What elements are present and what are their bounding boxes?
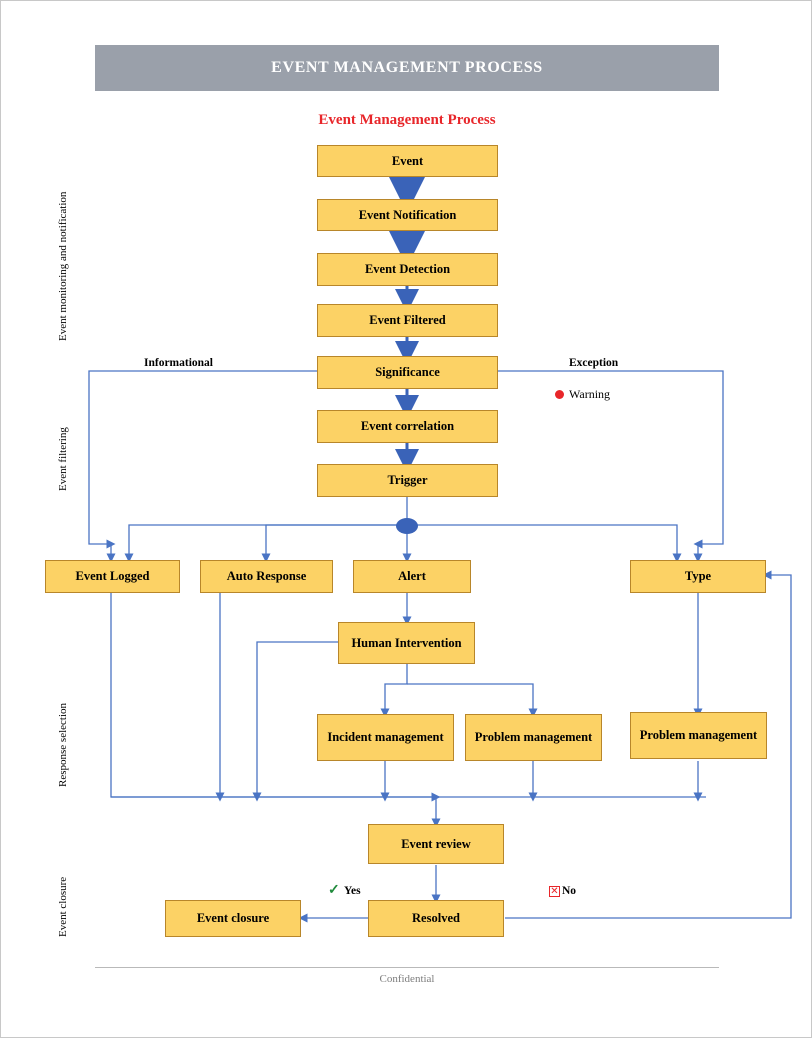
node-problem-management-1-label: Problem management xyxy=(474,730,593,745)
node-event-review-label: Event review xyxy=(401,836,471,851)
node-event-logged[interactable] xyxy=(45,560,180,593)
node-event-closure[interactable] xyxy=(165,900,301,937)
diagram-title: Event Management Process xyxy=(318,112,496,128)
node-significance[interactable] xyxy=(317,356,498,389)
node-auto-response[interactable] xyxy=(200,560,333,593)
edge-label-informational: Informational xyxy=(144,357,213,369)
node-human-intervention[interactable] xyxy=(338,622,475,664)
node-event-detection[interactable] xyxy=(317,253,498,286)
swimlane-label-event-monitoring: Event monitoring and notification xyxy=(57,191,69,341)
node-alert-label: Alert xyxy=(398,569,426,584)
node-problem-management-1[interactable] xyxy=(465,714,602,761)
node-significance-label: Significance xyxy=(375,365,440,380)
node-event-logged-label: Event Logged xyxy=(75,569,150,584)
node-human-intervention-label: Human Intervention xyxy=(351,635,462,650)
node-event-correlation-label: Event correlation xyxy=(360,419,455,434)
swimlane-label-event-filtering: Event filtering xyxy=(57,427,69,491)
node-event-notification-label: Event Notification xyxy=(358,207,457,222)
flow-junction xyxy=(396,518,418,534)
node-event-filtered-label: Event Filtered xyxy=(369,313,446,328)
header-band xyxy=(95,45,719,91)
header-band-title: EVENT MANAGEMENT PROCESS xyxy=(271,59,543,76)
footer-divider xyxy=(95,967,719,968)
node-auto-response-label: Auto Response xyxy=(226,569,307,584)
node-event-review[interactable] xyxy=(368,824,504,864)
node-problem-management-2-label: Problem management xyxy=(639,728,758,743)
edge-label-yes: Yes xyxy=(344,885,361,897)
legend-label-warning: Warning xyxy=(569,387,611,401)
node-type-label: Type xyxy=(684,569,712,584)
node-alert[interactable] xyxy=(353,560,471,593)
node-resolved[interactable] xyxy=(368,900,504,937)
node-event-filtered[interactable] xyxy=(317,304,498,337)
node-incident-management[interactable] xyxy=(317,714,454,761)
x-box-icon: ✕ xyxy=(550,886,559,897)
node-problem-management-2[interactable] xyxy=(630,712,767,759)
edge-label-exception: Exception xyxy=(569,357,619,369)
node-event-label: Event xyxy=(391,153,424,168)
footer-text: Confidential xyxy=(379,973,435,985)
node-event-detection-label: Event Detection xyxy=(364,262,451,277)
edge-label-no: No xyxy=(562,885,577,897)
node-trigger[interactable] xyxy=(317,464,498,497)
node-event-notification[interactable] xyxy=(317,199,498,231)
node-event-correlation[interactable] xyxy=(317,410,498,443)
swimlane-label-response-selection: Response selection xyxy=(57,702,69,787)
warning-dot-icon xyxy=(555,390,564,399)
node-type[interactable] xyxy=(630,560,766,593)
node-event-closure-label: Event closure xyxy=(196,911,270,926)
node-resolved-label: Resolved xyxy=(412,911,460,926)
node-incident-management-label: Incident management xyxy=(327,730,444,745)
swimlane-label-event-closure: Event closure xyxy=(57,876,69,937)
check-icon: ✓ xyxy=(328,883,340,898)
node-trigger-label: Trigger xyxy=(387,473,428,488)
node-event[interactable] xyxy=(317,145,498,177)
